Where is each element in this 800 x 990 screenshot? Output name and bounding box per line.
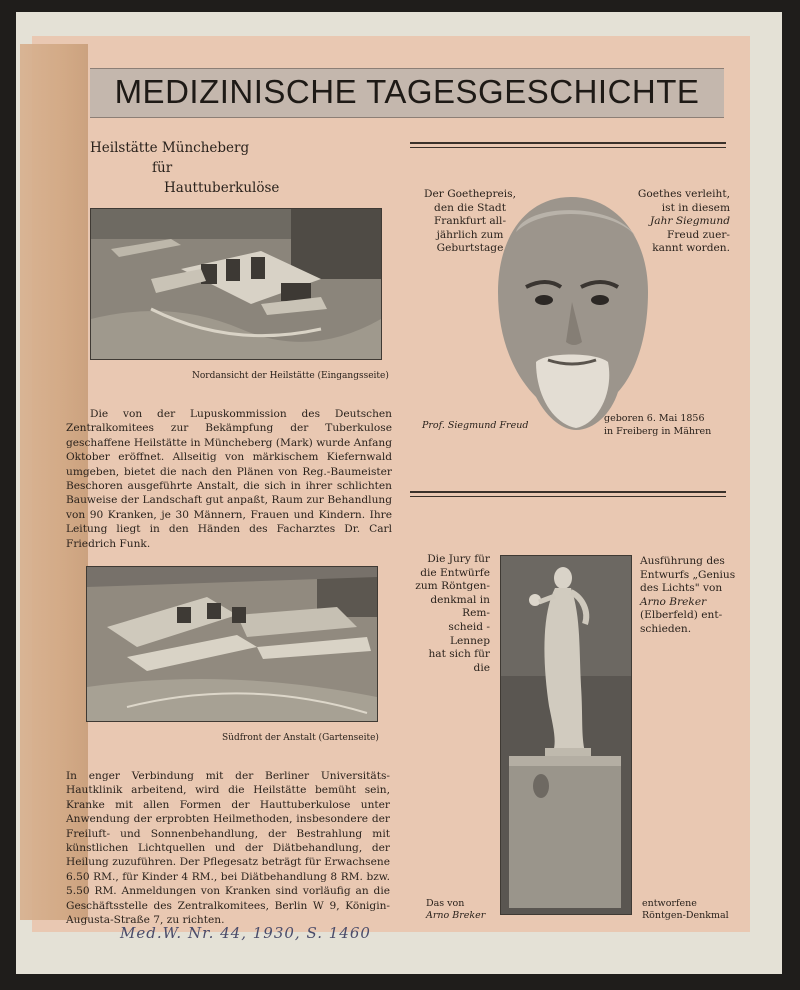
text-line: Der Goethepreis, [424, 188, 516, 200]
photo-heilstaette-north [90, 208, 382, 360]
article-heading [90, 138, 340, 198]
section-rule [410, 147, 726, 148]
text-line: Freud zuer- [667, 228, 730, 241]
text-line: des Lichts" von [640, 582, 723, 595]
text-line: Entwurfs „Genius [640, 568, 736, 581]
article-paragraph: Die von der Lupuskommission des Deutschen Zentralkomitees zur Bekämpfung der Tuberkulose geschaffene Heilstätte in Müncheberg (Mark) wurde Anfang Oktober eröffnet. Allseitig von märkischem Kiefernwald umgeben, bietet die nach den Plänen von Reg.-Baumeister Beschoren ausgeführte Anstalt, die sich in ihrer schlichten Bauweise der Landschaft gut anpaßt, Raum zur Behandlung von 90 Kranken, je 30 Männern, Frauen und Kindern. Ihre Leitung liegt in den Händen des Facharztes Dr. Carl Friedrich Funk. [66, 408, 392, 550]
denkmal-text-left [410, 553, 490, 675]
text-line: ist in diesem [661, 201, 730, 214]
heading-line-1: Heilstätte Müncheberg [90, 140, 250, 156]
birth-caption-line: geboren 6. Mai 1856 [604, 413, 705, 424]
text-line: den die Stadt [434, 201, 506, 214]
denkmal-caption-line: Das von [426, 898, 465, 909]
denkmal-caption-line: Arno Breker [426, 910, 486, 921]
article-paragraph: In enger Verbindung mit der Berliner Universitäts-Hautklinik arbeitend, wird die Heilstätte bemüht sein, Kranke mit allen Formen der Hauttuberkulose unter Anwendung der erprobten Heilmethoden, insbesondere der Freiluft- und Sonnenbehandlung, der Bestrahlung mit künstlichen Lichtquellen und der Diätbehandlung, der Heilung zuzuführen. Der Pflegesatz beträgt für Erwachsene 6.50 RM., für Kinder 4 RM., bei Diätbehandlung 8 RM. bzw. 5.50 RM. Anmeldungen von Kranken sind vorläufig an die Geschäftsstelle des Zentralkomitees, Berlin W 9, Königin-Augusta-Straße 7, zu richten. [66, 770, 390, 927]
photo-roentgen-denkmal [500, 555, 632, 915]
section-rule [410, 496, 726, 497]
photo-caption: Südfront der Anstalt (Gartenseite) [222, 733, 379, 743]
text-line: Ausführung des [640, 555, 725, 567]
page-title: MEDIZINISCHE TAGESGESCHICHTE [114, 73, 700, 110]
text-line: denkmal in Rem- [430, 593, 490, 620]
section-rule [410, 142, 726, 144]
denkmal-caption-line: Röntgen-Denkmal [642, 910, 729, 921]
denkmal-text-right [640, 555, 740, 637]
text-line: kannt worden. [652, 242, 730, 255]
denkmal-caption-line: entworfene [642, 898, 697, 909]
text-line: schieden. [640, 622, 692, 635]
birth-caption-line: in Freiberg in Mähren [604, 426, 712, 437]
photo-heilstaette-south [86, 566, 378, 722]
text-line: zum Röntgen- [415, 580, 490, 593]
text-line: scheid - Lennep [448, 620, 490, 647]
text-line: die Entwürfe [420, 566, 490, 579]
heading-line-3: Hauttuberkulöse [164, 180, 280, 196]
portrait-freud [486, 192, 656, 432]
text-line: Arno Breker [640, 595, 707, 608]
photo-caption: Nordansicht der Heilstätte (Eingangsseite) [192, 371, 389, 381]
text-line: hat sich für die [428, 648, 490, 674]
text-line: Frankfurt all- [433, 215, 507, 228]
handwritten-note: Med.W. Nr. 44, 1930, S. 1460 [120, 924, 371, 942]
section-rule [410, 491, 726, 493]
text-line: (Elberfeld) ent- [640, 609, 723, 622]
text-line: jährlich zum [436, 228, 504, 241]
text-line: Jahr Siegmund [650, 215, 730, 228]
text-line: Goethes verleiht, [637, 188, 730, 200]
text-line: Die Jury für [427, 553, 490, 565]
portrait-caption: Prof. Siegmund Freud [422, 420, 529, 431]
text-line: Geburtstage [436, 242, 504, 255]
heading-line-2: für [152, 160, 173, 176]
